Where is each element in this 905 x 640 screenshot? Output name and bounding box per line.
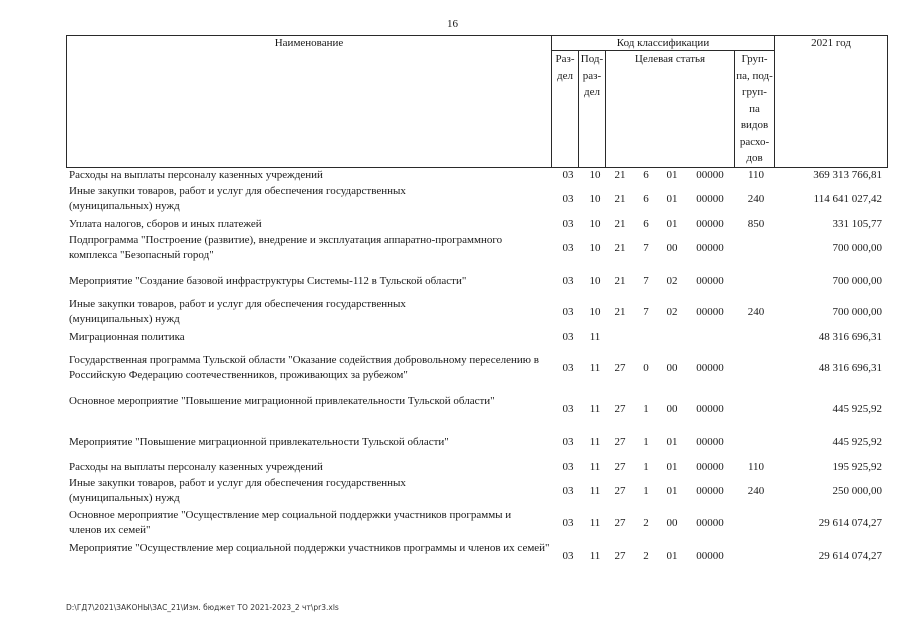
row-podrazd: 10 [589,275,601,287]
row-podrazd: 11 [589,550,601,562]
row-vr: 110 [747,461,765,473]
row-name: Иные закупки товаров, работ и услуг для обеспечения государственных (муниципальных) нужд [69,298,406,325]
row-ts4: 00000 [696,218,724,230]
row-ts3: 01 [666,550,678,562]
row-razd: 03 [562,218,574,230]
row-ts3: 01 [666,169,678,181]
table-row [0,217,905,233]
row-ts1: 27 [614,550,626,562]
table-row [0,330,905,346]
table-row [0,435,905,451]
row-razd: 03 [562,403,574,415]
row-amount: 48 316 696,31 [818,362,882,374]
row-ts4: 00000 [696,362,724,374]
row-name: Основное мероприятие "Повышение миграционной привлекательности Тульской области" [69,395,495,407]
row-ts3: 00 [666,403,678,415]
row-ts1: 27 [614,436,626,448]
row-ts2: 6 [643,169,649,181]
row-podrazd: 11 [589,436,601,448]
row-ts4: 00000 [696,275,724,287]
row-ts2: 1 [643,403,649,415]
row-vr: 110 [747,169,765,181]
row-name: Мероприятие "Повышение миграционной привлекательности Тульской области" [69,436,449,448]
row-ts2: 6 [643,193,649,205]
header-expense-group: Груп- па, под- груп- па видов расхо- дов [736,53,773,164]
header-classification-code: Код классификации [616,37,710,49]
row-ts4: 00000 [696,306,724,318]
row-ts1: 21 [614,218,626,230]
row-ts2: 6 [643,218,649,230]
table-row [0,274,905,290]
table-row [0,297,905,329]
table-row [0,460,905,476]
row-ts4: 00000 [696,517,724,529]
row-ts2: 1 [643,436,649,448]
row-podrazd: 11 [589,362,601,374]
row-ts1: 27 [614,517,626,529]
row-name: Подпрограмма "Построение (развитие), внедрение и эксплуатация аппаратно-программного комплекса "Безопасный город" [69,234,503,261]
row-ts3: 00 [666,517,678,529]
row-razd: 03 [562,461,574,473]
row-razd: 03 [562,485,574,497]
table-row [0,168,905,184]
page-number: 16 [447,18,458,30]
row-name: Расходы на выплаты персоналу казенных учреждений [69,461,323,473]
row-ts1: 27 [614,403,626,415]
row-razd: 03 [562,242,574,254]
row-vr: 240 [747,485,765,497]
row-razd: 03 [562,169,574,181]
row-name: Миграционная политика [69,331,185,343]
table-row [0,394,905,426]
row-ts1: 27 [614,485,626,497]
row-name: Основное мероприятие "Осуществление мер социальной поддержки участников программы и членов их семей" [69,509,512,536]
row-ts4: 00000 [696,403,724,415]
row-ts2: 7 [643,275,649,287]
row-ts4: 00000 [696,193,724,205]
table-row [0,233,905,265]
row-podrazd: 10 [589,169,601,181]
row-razd: 03 [562,193,574,205]
row-amount: 445 925,92 [832,436,882,448]
row-podrazd: 11 [589,461,601,473]
row-ts1: 27 [614,461,626,473]
row-ts2: 2 [643,517,649,529]
row-ts3: 02 [666,275,678,287]
footer-file-path: D:\ГД7\2021\ЗАКОНЫ\ЗАС_21\Изм. бюджет ТО 2021-2023_2 чт\pr3.xls [66,603,339,612]
row-ts3: 01 [666,193,678,205]
row-name: Государственная программа Тульской области "Оказание содействия добровольному переселению в Российскую Федерацию соотечественников, проживающих за рубежом" [69,354,539,381]
row-ts1: 21 [614,242,626,254]
row-name: Иные закупки товаров, работ и услуг для обеспечения государственных (муниципальных) нужд [69,477,406,504]
row-ts4: 00000 [696,550,724,562]
row-ts2: 2 [643,550,649,562]
row-podrazd: 10 [589,218,601,230]
row-ts1: 27 [614,362,626,374]
row-vr: 240 [747,193,765,205]
header-name: Наименование [274,37,344,49]
table-row [0,184,905,216]
row-podrazd: 11 [589,485,601,497]
row-razd: 03 [562,331,574,343]
table-row [0,353,905,385]
row-ts3: 00 [666,362,678,374]
row-amount: 700 000,00 [832,275,882,287]
row-razd: 03 [562,517,574,529]
row-amount: 445 925,92 [832,403,882,415]
row-ts3: 02 [666,306,678,318]
row-ts4: 00000 [696,169,724,181]
row-podrazd: 11 [589,331,601,343]
row-ts1: 21 [614,306,626,318]
row-name: Расходы на выплаты персоналу казенных учреждений [69,169,323,181]
row-name: Мероприятие "Создание базовой инфраструктуры Системы-112 в Тульской области" [69,275,467,287]
row-amount: 29 614 074,27 [818,517,882,529]
row-amount: 48 316 696,31 [818,331,882,343]
row-ts1: 21 [614,193,626,205]
row-amount: 29 614 074,27 [818,550,882,562]
row-ts1: 21 [614,275,626,287]
row-ts2: 7 [643,306,649,318]
row-podrazd: 10 [589,242,601,254]
row-ts1: 21 [614,169,626,181]
row-vr: 240 [747,306,765,318]
header-subsection: Под- раз- дел [580,53,604,98]
row-ts3: 00 [666,242,678,254]
row-vr: 850 [747,218,765,230]
row-ts4: 00000 [696,485,724,497]
row-razd: 03 [562,306,574,318]
row-amount: 114 641 027,42 [813,193,882,205]
row-ts2: 7 [643,242,649,254]
row-amount: 700 000,00 [832,306,882,318]
row-amount: 195 925,92 [832,461,882,473]
row-podrazd: 10 [589,306,601,318]
row-amount: 700 000,00 [832,242,882,254]
row-ts3: 01 [666,218,678,230]
row-amount: 331 105,77 [832,218,882,230]
table-row [0,508,905,540]
header-section: Раз- дел [555,53,575,82]
row-ts4: 00000 [696,436,724,448]
header-target-article: Целевая статья [634,53,706,65]
row-ts2: 0 [643,362,649,374]
row-name: Уплата налогов, сборов и иных платежей [69,218,262,230]
row-razd: 03 [562,362,574,374]
row-name: Мероприятие "Осуществление мер социальной поддержки участников программы и членов их семей" [69,542,550,554]
table-row [0,541,905,573]
row-razd: 03 [562,550,574,562]
row-podrazd: 11 [589,403,601,415]
row-ts3: 01 [666,485,678,497]
row-ts4: 00000 [696,461,724,473]
row-amount: 250 000,00 [832,485,882,497]
row-ts2: 1 [643,461,649,473]
header-year: 2021 год [811,37,851,49]
row-podrazd: 11 [589,517,601,529]
table-row [0,476,905,508]
row-razd: 03 [562,436,574,448]
row-ts4: 00000 [696,242,724,254]
row-razd: 03 [562,275,574,287]
row-amount: 369 313 766,81 [813,169,882,181]
row-podrazd: 10 [589,193,601,205]
row-ts3: 01 [666,436,678,448]
row-name: Иные закупки товаров, работ и услуг для обеспечения государственных (муниципальных) нужд [69,185,406,212]
row-ts2: 1 [643,485,649,497]
row-ts3: 01 [666,461,678,473]
